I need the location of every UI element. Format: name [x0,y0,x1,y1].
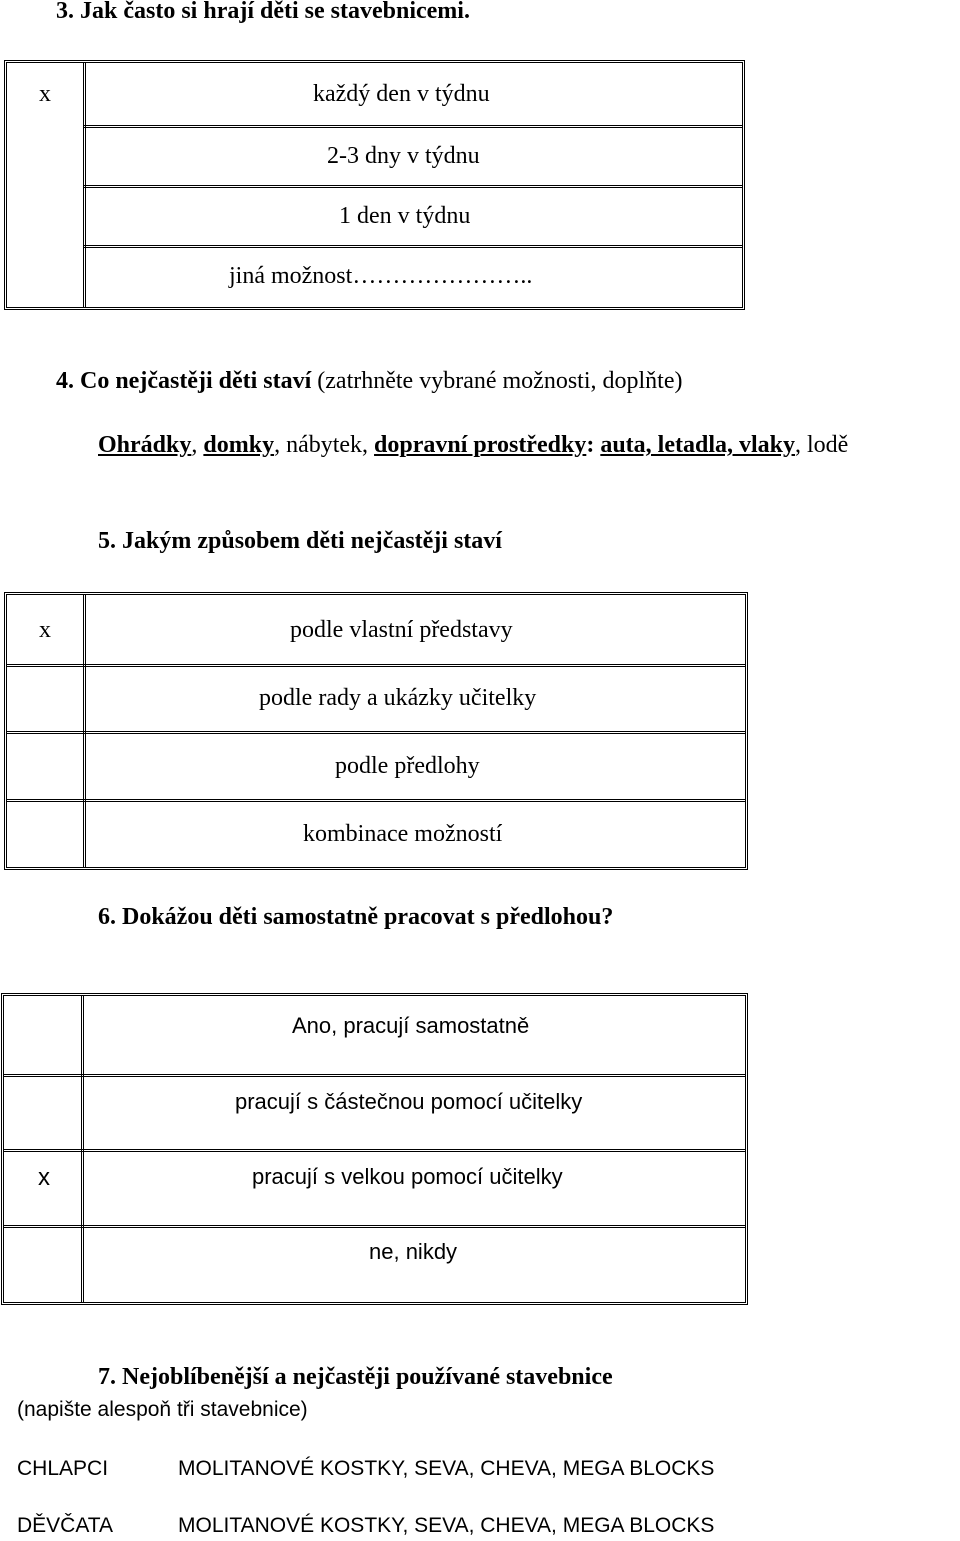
q4-answer-sep: : [586,432,601,458]
q3-row-4-label: jiná možnost………………….. [229,263,533,289]
q4-title-bold: Co nejčastěji děti staví [80,368,312,394]
q5-row-2-label: podle rady a ukázky učitelky [259,685,537,711]
q6-row-divider [4,1225,745,1228]
q4-title-rest: (zatrhněte vybrané možnosti, doplňte) [311,368,683,394]
q4-title [56,368,682,395]
q4-answer-ohradky: Ohrádky [98,432,192,458]
q3-row-2-label: 2-3 dny v týdnu [327,143,480,169]
q6-row-3-label: pracují s velkou pomocí učitelky [252,1164,563,1189]
q3-row-1-label: každý den v týdnu [313,81,490,107]
q3-table [4,60,745,310]
q5-row-3-label: podle předlohy [335,753,480,779]
q4-answer-vozidla: auta, letadla, vlaky [600,432,795,458]
q5-title: 5. Jakým způsobem děti nejčastěji staví [98,528,502,554]
q6-row-2-label: pracují s částečnou pomocí učitelky [235,1089,583,1114]
q7-subtitle: (napište alespoň tři stavebnice) [17,1398,308,1421]
q7-title: 7. Nejoblíbenější a nejčastěji používané stavebnice [98,1364,613,1390]
q6-row-1-label: Ano, pracují samostatně [292,1013,530,1038]
q5-row-divider [7,664,745,667]
q6-row-3-mark[interactable]: x [38,1164,50,1191]
q7-group-devcata: DĚVČATA [17,1514,114,1537]
q5-row-1-label: podle vlastní představy [290,617,513,643]
q4-answer-sep: , [191,432,204,458]
q4-number: 4. [56,368,74,394]
q3-row-divider [83,245,742,248]
q7-group-chlapci: CHLAPCI [17,1457,109,1480]
q5-row-divider [7,731,745,734]
q3-row-3-label: 1 den v týdnu [339,203,471,229]
q5-table [4,592,748,870]
q5-row-4-label: kombinace možností [303,821,503,847]
q6-row-divider [4,1074,745,1077]
q5-row-divider [7,799,745,802]
q6-row-divider [4,1149,745,1152]
q5-row-1-mark[interactable]: x [39,617,51,643]
q4-answer-sep: , nábytek, [274,432,375,458]
q3-row-1-mark[interactable]: x [39,81,51,107]
q7-value-chlapci: MOLITANOVÉ KOSTKY, SEVA, CHEVA, MEGA BLOCKS [178,1457,715,1480]
q4-answer-doprava: dopravní prostředky [374,432,587,458]
q3-title: 3. Jak často si hrají děti se stavebnicemi. [56,0,470,24]
q6-title: 6. Dokážou děti samostatně pracovat s předlohou? [98,904,614,930]
q6-table [1,993,748,1305]
q6-row-4-label: ne, nikdy [369,1239,458,1264]
q4-answer-sep: , lodě [795,432,849,458]
q3-row-divider [83,125,742,128]
q4-answer-domky: domky [203,432,275,458]
q3-row-divider [83,185,742,188]
q7-value-devcata: MOLITANOVÉ KOSTKY, SEVA, CHEVA, MEGA BLOCKS [178,1514,715,1537]
q4-answer [98,432,848,459]
